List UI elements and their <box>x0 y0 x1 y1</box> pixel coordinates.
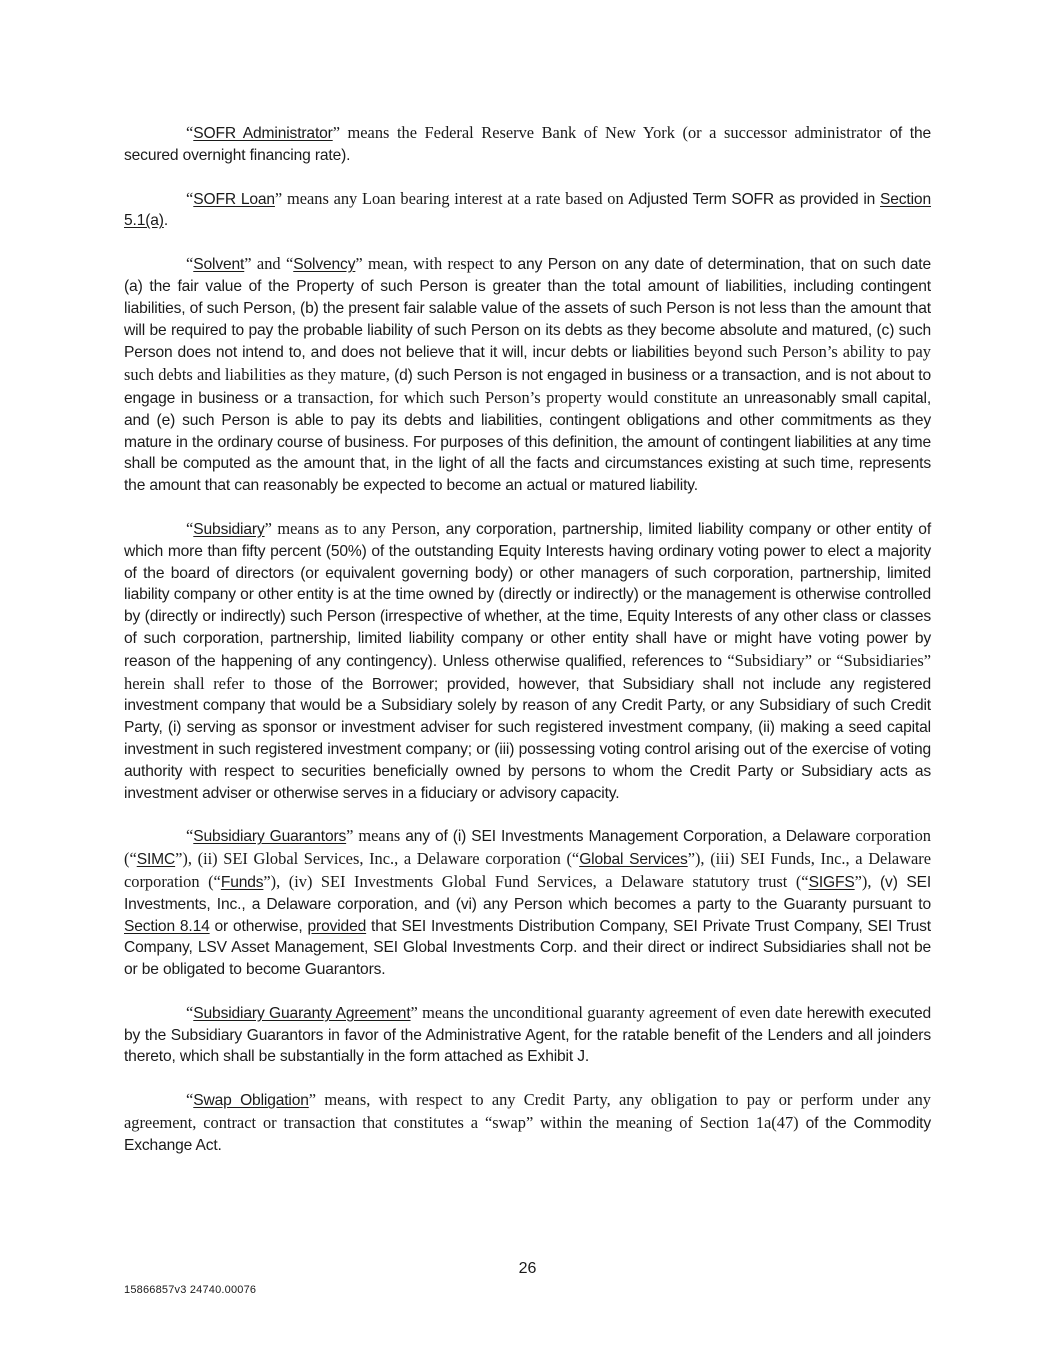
defined-term: Solvent <box>193 256 245 274</box>
defined-term: Global Services <box>579 851 688 869</box>
defined-term: SIMC <box>136 851 176 869</box>
definition-text: of the Commodity Exchange Act. <box>124 1115 931 1154</box>
definition-subsidiary-guarantors <box>124 825 931 981</box>
definition-text: ”), (iv) SEI Investments Global Fund Services, a Delaware statutory trust (“ <box>263 871 809 891</box>
definition-text: “ <box>186 1090 194 1110</box>
defined-term: Subsidiary <box>193 520 265 538</box>
definition-text: ” means, with respect to any Credit Party, any obligation to pay or perform under any agreement, contract or transaction that constitutes a “swap” within the meaning of Section 1a(47) <box>124 1090 932 1133</box>
definition-text: “ <box>186 518 194 538</box>
definition-text: “ <box>186 826 194 846</box>
defined-term: SOFR Loan <box>193 190 275 208</box>
definition-text: ” means the Federal Reserve Bank of New York (or a successor administrator <box>332 123 882 142</box>
definition-text: ” and “ <box>244 254 294 274</box>
definition-text: ” mean, with respect <box>355 254 500 274</box>
definition-text: ”), (ii) SEI Global Services, Inc., a Delaware corporation (“ <box>175 849 580 869</box>
definition-solvent <box>124 253 931 497</box>
definition-text: . <box>163 212 169 230</box>
defined-term: Section 5.1(a) <box>124 190 931 230</box>
definition-sofr-loan <box>124 188 931 233</box>
defined-term: provided <box>307 917 367 935</box>
definition-text: ”), <box>854 871 880 891</box>
definition-text: or otherwise, <box>209 917 308 935</box>
definition-text: ” means any Loan bearing interest at a rate based on <box>274 188 629 208</box>
definition-subsidiary <box>124 518 931 804</box>
definition-text: Adjusted Term SOFR as provided in <box>628 190 880 208</box>
definition-text: “ <box>186 188 194 208</box>
definition-text: “ <box>186 123 194 142</box>
definition-text: any corporation, partnership, limited liability company or other entity of which more than fifty percent (50%) of the outstanding Equity Interests having ordinary voting power to elect a majority of the board of directors (or equivalent governing body) or other managers of such corporation, partnership, limited liability company or other entity is at the time owned by (directly or indirectly) or the management is otherwise controlled by (directly or indirectly) such Person (irrespective of whether, at the time, Equity Interests of any other class or classes of such corporation, partnership, limited liability company or other entity shall have or might have voting power by reason of the happening of any contingency). Unless otherwise qualified, references to <box>124 520 931 670</box>
definition-text: corporation (“ <box>124 826 932 869</box>
definition-text: (v) SEI Investments, Inc., a Delaware corporation, and (vi) any Person which becomes a party to the Guaranty pursuant to <box>124 873 932 913</box>
defined-term: SIGFS <box>808 873 855 891</box>
defined-term: Solvency <box>293 256 356 274</box>
definition-text: “Subsidiary” or “Subsidiaries” herein shall refer to <box>124 650 932 693</box>
defined-term: Funds <box>220 873 264 891</box>
definition-swap-obligation <box>124 1089 931 1156</box>
document-footer-id: 15866857v3 24740.00076 <box>124 1284 257 1296</box>
definition-subsidiary-guaranty-agreement <box>124 1002 931 1068</box>
page-number: 26 <box>518 1260 537 1277</box>
definition-text: of the secured overnight financing rate). <box>124 125 931 164</box>
definition-text: that SEI Investments Distribution Company, SEI Private Trust Company, SEI Trust Company, LSV Asset Management, SEI Global Investments Corp. and their direct or indirect Subsidiaries shall not be or be obligated to become Guarantors. <box>124 917 931 979</box>
definition-text: “ <box>186 254 194 274</box>
definition-text: (d) such Person is not engaged in business or a transaction, and is not about to engage in business or a <box>124 367 931 407</box>
definition-text: ”), (iii) SEI Funds, Inc., a Delaware corporation (“ <box>124 849 931 891</box>
definition-text: transaction, for which such Person’s property would constitute an <box>297 387 745 407</box>
defined-term: SOFR Administrator <box>193 125 333 142</box>
defined-term: Section 8.14 <box>124 917 210 935</box>
definition-text: “ <box>186 1002 194 1022</box>
definition-text: ” means as to any Person, <box>264 518 446 538</box>
definition-text: any of (i) SEI Investments Management Corporation, a Delaware <box>405 828 856 846</box>
defined-term: Subsidiary Guarantors <box>193 828 347 846</box>
definition-text: beyond such Person’s ability to pay such debts and liabilities as they mature, <box>124 342 931 385</box>
definition-text: herewith executed by the Subsidiary Guarantors in favor of the Administrative Agent, for the ratable benefit of the Lenders and all joinders thereto, which shall be substantially in the form attached as Exhibit J. <box>124 1004 932 1066</box>
definition-text: ” means <box>346 826 406 846</box>
defined-term: Subsidiary Guaranty Agreement <box>193 1004 411 1022</box>
definition-text: unreasonably small capital, and (e) such Person is able to pay its debts and liabilities, contingent obligations and other commitments as they mature in the ordinary course of business. For purposes of this definition, the amount of contingent liabilities at any time shall be computed as the amount that, in the light of all the facts and circumstances existing at such time, represents the amount that can reasonably be expected to become an actual or matured liability. <box>124 389 931 495</box>
definitions-section <box>124 122 931 1178</box>
definition-text: those of the Borrower; provided, however, that Subsidiary shall not include any registered investment company that would be a Subsidiary solely by reason of any Credit Party, or any Subsidiary of such Credit Party, (i) serving as sponsor or investment adviser for such registered investment company, (ii) making a seed capital investment in such registered investment company; or (iii) possessing voting control arising out of the exercise of voting authority with respect to securities beneficially owned by persons to whom the Credit Party or Subsidiary acts as investment adviser or otherwise serves in a fiduciary or advisory capacity. <box>124 675 931 802</box>
definition-text: ” means the unconditional guaranty agreement of even date <box>410 1002 803 1022</box>
definition-sofr-administrator <box>124 122 931 167</box>
definition-text: to any Person on any date of determination, that on such date (a) the fair value of the Property of such Person is greater than the total amount of liabilities, including contingent liabilities, of such Person, (b) the present fair salable value of the assets of such Person is not less than the amount that will be required to pay the probable liability of such Person on its debts as they become absolute and matured, (c) such Person does not intend to, and does not believe that it will, incur debts or liabilities <box>124 256 931 362</box>
defined-term: Swap Obligation <box>193 1092 309 1110</box>
